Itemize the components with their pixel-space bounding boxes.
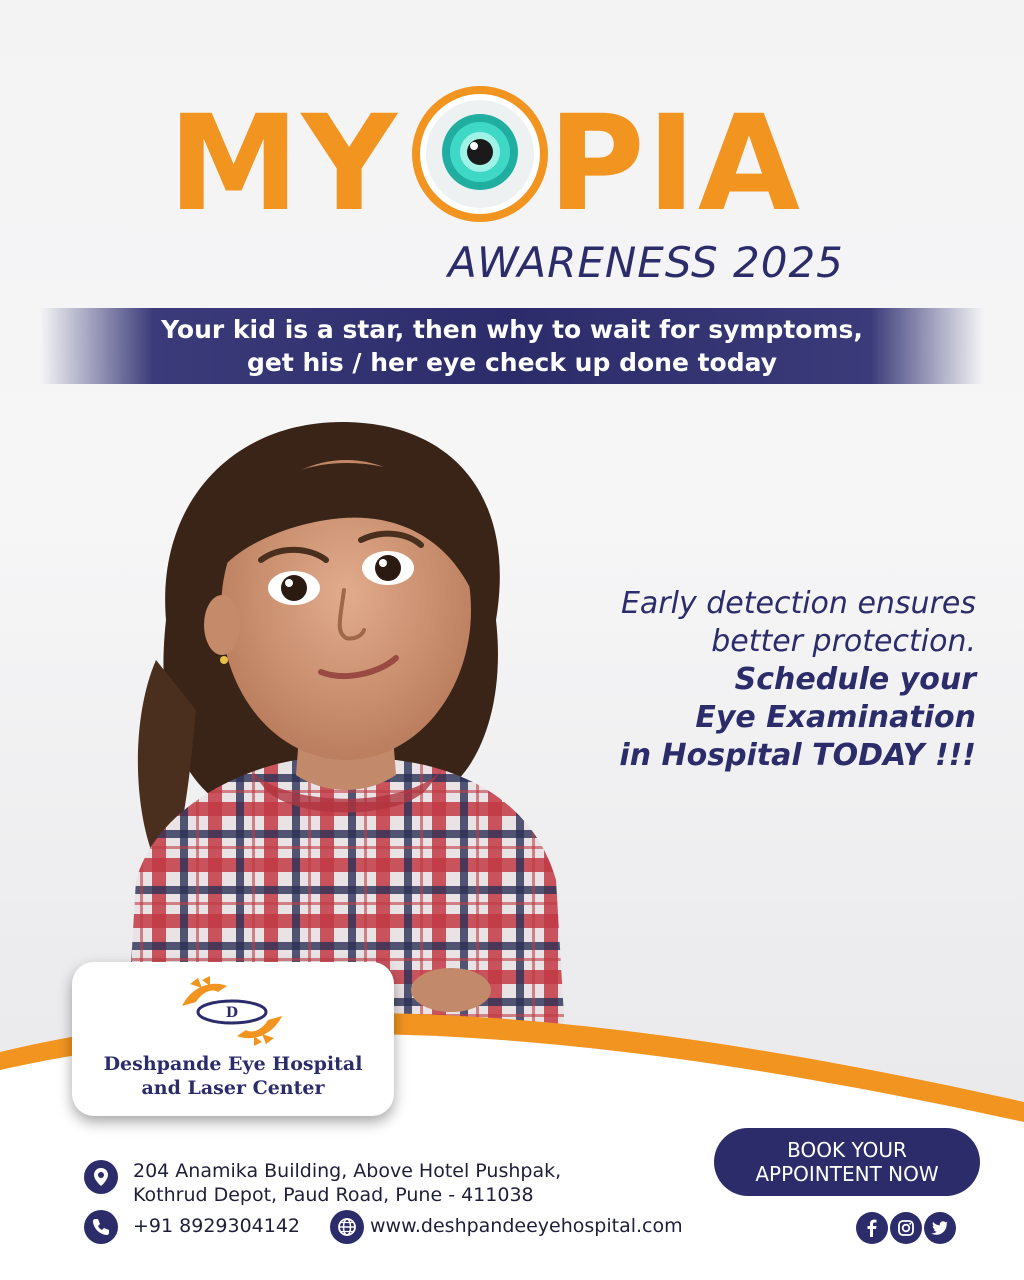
twitter-icon[interactable] — [924, 1212, 956, 1244]
tagline-line-5: in Hospital TODAY !!! — [619, 738, 976, 773]
hospital-logo-card — [72, 962, 394, 1116]
logo-letter: D — [225, 1005, 239, 1021]
tagline-line-3: Schedule your — [734, 662, 976, 697]
hospital-name-line-2: and Laser Center — [141, 1077, 325, 1099]
tagline-line-4: Eye Examination — [695, 700, 976, 735]
hospital-name-line-1: Deshpande Eye Hospital — [103, 1053, 363, 1075]
phone-number[interactable]: +91 8929304142 — [133, 1215, 301, 1237]
address-line-2: Kothrud Depot, Paud Road, Pune - 411038 — [133, 1184, 534, 1206]
message-banner — [40, 308, 984, 384]
hospital-logo-icon — [172, 976, 292, 1046]
tagline-line-1: Early detection ensures — [620, 586, 976, 621]
address-line-1: 204 Anamika Building, Above Hotel Pushpak, — [133, 1160, 562, 1182]
book-button-line-2: APPOINTENT NOW — [755, 1162, 939, 1186]
eyeball-icon — [412, 86, 548, 222]
banner-line-1: Your kid is a star, then why to wait for symptoms, — [161, 315, 863, 344]
globe-icon — [330, 1210, 364, 1244]
banner-line-2: get his / her eye check up done today — [246, 348, 778, 377]
location-icon — [84, 1160, 118, 1194]
title-myopia-right: PIA — [548, 87, 803, 241]
website-link[interactable]: www.deshpandeeyehospital.com — [370, 1215, 683, 1237]
title-row — [0, 80, 1024, 241]
instagram-icon[interactable] — [890, 1212, 922, 1244]
title-myopia-left: MY — [168, 87, 399, 241]
awareness-subtitle: AWARENESS 2025 — [448, 238, 844, 287]
address — [133, 1159, 561, 1207]
book-appointment-button[interactable] — [714, 1128, 980, 1196]
phone-icon — [84, 1210, 118, 1244]
book-button-line-1: BOOK YOUR — [787, 1138, 907, 1162]
facebook-icon[interactable] — [856, 1212, 888, 1244]
tagline-block — [496, 585, 976, 775]
tagline-line-2: better protection. — [711, 624, 976, 659]
